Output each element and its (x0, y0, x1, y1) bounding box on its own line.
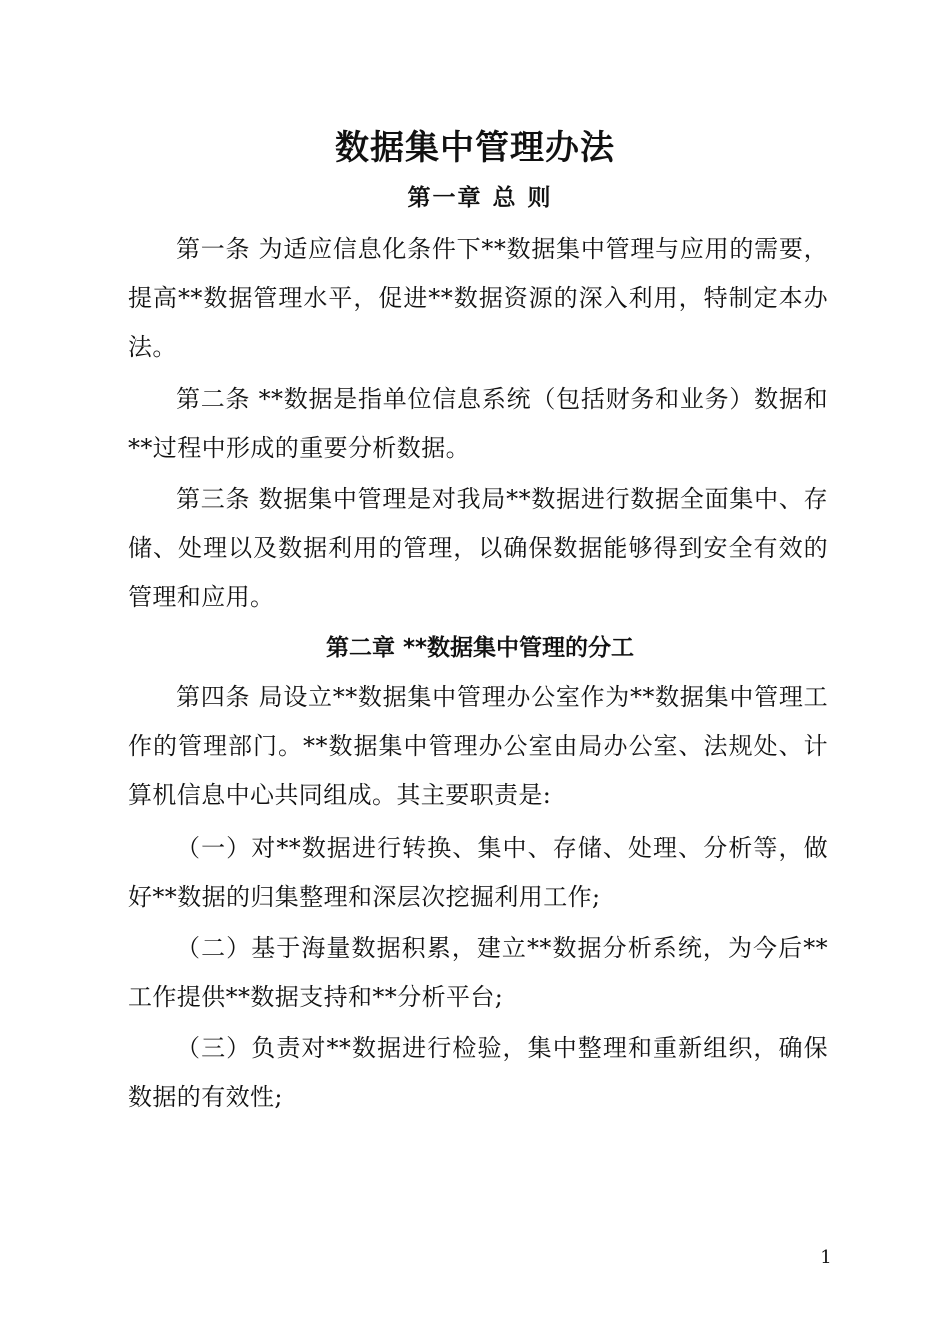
chapter-heading-2: 第二章 **数据集中管理的分工 (325, 635, 635, 661)
article-1: 第一条 为适应信息化条件下**数据集中管理与应用的需要，提高**数据管理水平，促进**数据资源的深入利用，特制定本办法。 (128, 235, 828, 361)
article-3: 第三条 数据集中管理是对我局**数据进行数据全面集中、存储、处理以及数据利用的管理，以确保数据能够得到安全有效的管理和应用。 (128, 485, 828, 611)
duty-item-2: （二）基于海量数据积累，建立**数据分析系统，为今后**工作提供**数据支持和**分析平台; (128, 934, 828, 1011)
page-number: 1 (820, 1247, 832, 1268)
article-2: 第二条 **数据是指单位信息系统（包括财务和业务）数据和**过程中形成的重要分析数据。 (128, 385, 828, 462)
chapter-heading-1: 第一章 总 则 (407, 185, 553, 211)
duty-item-3: （三）负责对**数据进行检验，集中整理和重新组织，确保数据的有效性; (128, 1034, 828, 1111)
duty-item-1: （一）对**数据进行转换、集中、存储、处理、分析等，做好**数据的归集整理和深层次挖掘利用工作; (128, 834, 828, 911)
article-4: 第四条 局设立**数据集中管理办公室作为**数据集中管理工作的管理部门。**数据集中管理办公室由局办公室、法规处、计算机信息中心共同组成。其主要职责是: (128, 683, 828, 809)
document-title: 数据集中管理办法 (335, 128, 615, 168)
